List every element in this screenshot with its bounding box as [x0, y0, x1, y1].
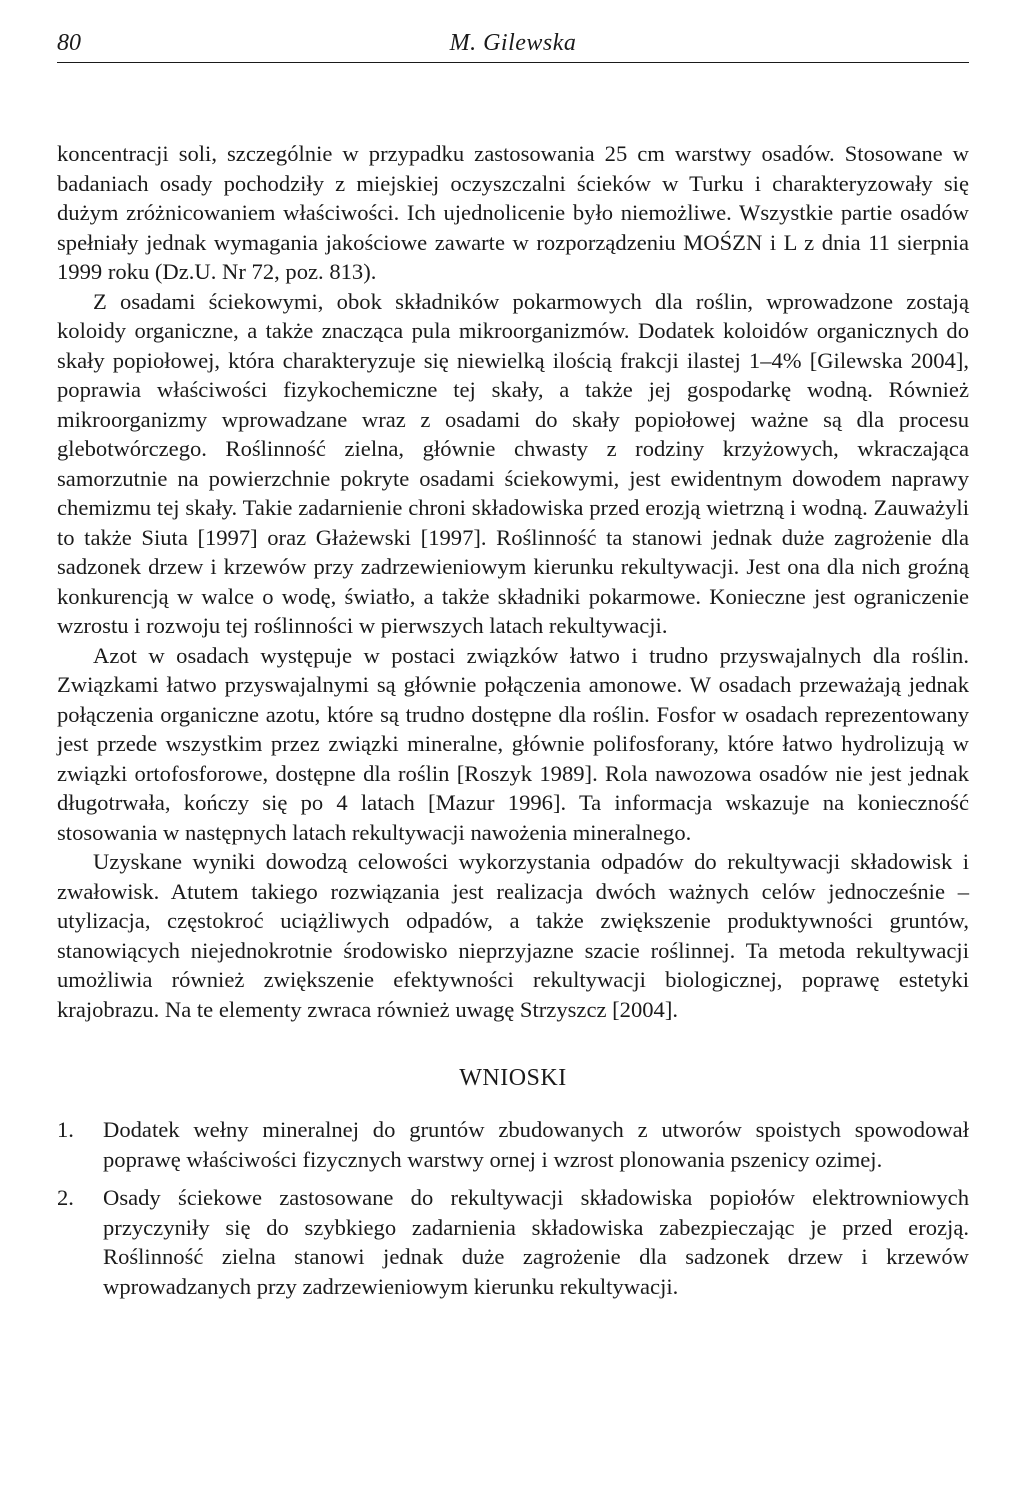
conclusion-text: Osady ściekowe zastosowane do rekultywacji składowiska popiołów elektrowniowych przyczyniły się do szybkiego zadarnienia składowiska zabezpieczając je przed erozją. Roślinność zielna stanowi jednak duże zagrożenie dla sadzonek drzew i krzewów wprowadzanych przy zadrzewieniowym kierunku rekultywacji. [103, 1185, 969, 1299]
conclusion-item [57, 1115, 969, 1174]
running-header [57, 28, 969, 63]
section-heading-conclusions: WNIOSKI [459, 1065, 567, 1091]
conclusion-number: 2. [57, 1185, 74, 1210]
conclusions-list [57, 1115, 969, 1301]
paragraph: Azot w osadach występuje w postaci związków łatwo i trudno przyswajalnych dla roślin. Związkami łatwo przyswajalnymi są głównie połączenia amonowe. W osadach przeważają jednak połączenia organiczne azotu, które są trudno dostępne dla roślin. Fosfor w osadach reprezentowany jest przede wszystkim przez związki mineralne, głównie polifosforany, które łatwo hydrolizują w związki ortofosforowe, dostępne dla roślin [Roszyk 1989]. Rola nawozowa osadów nie jest jednak długotrwała, kończy się po 4 latach [Mazur 1996]. Ta informacja wskazuje na konieczność stosowania w następnych latach rekultywacji nawożenia mineralnego. [57, 642, 969, 845]
body-text [57, 139, 969, 1024]
conclusion-text: Dodatek wełny mineralnej do gruntów zbudowanych z utworów spoistych spowodował poprawę właściwości fizycznych warstwy ornej i wzrost plonowania pszenicy ozimej. [103, 1117, 969, 1172]
document-page [57, 28, 969, 1310]
conclusion-number: 1. [57, 1117, 74, 1142]
paragraph: Uzyskane wyniki dowodzą celowości wykorzystania odpadów do rekultywacji składowisk i zwałowisk. Atutem takiego rozwiązania jest realizacja dwóch ważnych celów jednocześnie – utylizacja, częstokroć uciążliwych odpadów, a także zwiększenie produktywności gruntów, stanowiących niejednokrotnie środowisko nieprzyjazne szacie roślinnej. Ta metoda rekultywacji umożliwia również zwiększenie efektywności rekultywacji biologicznej, poprawę estetyki krajobrazu. Na te elementy zwraca również uwagę Strzyszcz [2004]. [57, 849, 969, 1022]
paragraph: Z osadami ściekowymi, obok składników pokarmowych dla roślin, wprowadzone zostają koloidy organiczne, a także znacząca pula mikroorganizmów. Dodatek koloidów organicznych do skały popiołowej, która charakteryzuje się niewielką ilością frakcji ilastej 1–4% [Gilewska 2004], poprawia właściwości fizykochemiczne tej skały, a także jej gospodarkę wodną. Również mikroorganizmy wprowadzane wraz z osadami do skały popiołowej ważne są dla procesu glebotwórczego. Roślinność zielna, głównie chwasty z rodziny krzyżowych, wkraczająca samorzutnie na powierzchnie pokryte osadami ściekowymi, jest ewidentnym dowodem naprawy chemizmu tej skały. Takie zadarnienie chroni składowiska przed erozją wietrzną i wodną. Zauważyli to także Siuta [1997] oraz Głażewski [1997]. Roślinność ta stanowi jednak duże zagrożenie dla sadzonek drzew i krzewów przy zadrzewieniowym kierunku rekultywacji. Jest ona dla nich groźną konkurencją w walce o wodę, światło, a także składniki pokarmowe. Konieczne jest ograniczenie wzrostu i rozwoju tej roślinności w pierwszych latach rekultywacji. [57, 288, 969, 638]
conclusion-item [57, 1183, 969, 1301]
running-header-author: M. Gilewska [449, 30, 577, 56]
page-number: 80 [57, 30, 81, 56]
paragraph-continued: koncentracji soli, szczególnie w przypadku zastosowania 25 cm warstwy osadów. Stosowane w badaniach osady pochodziły z miejskiej oczyszczalni ścieków w Turku i charakteryzowały się dużym zróżnicowaniem właściwości. Ich ujednolicenie było niemożliwe. Wszystkie partie osadów spełniały jednak wymagania jakościowe zawarte w rozporządzeniu MOŚZN i L z dnia 11 sierpnia 1999 roku (Dz.U. Nr 72, poz. 813). [57, 141, 969, 284]
